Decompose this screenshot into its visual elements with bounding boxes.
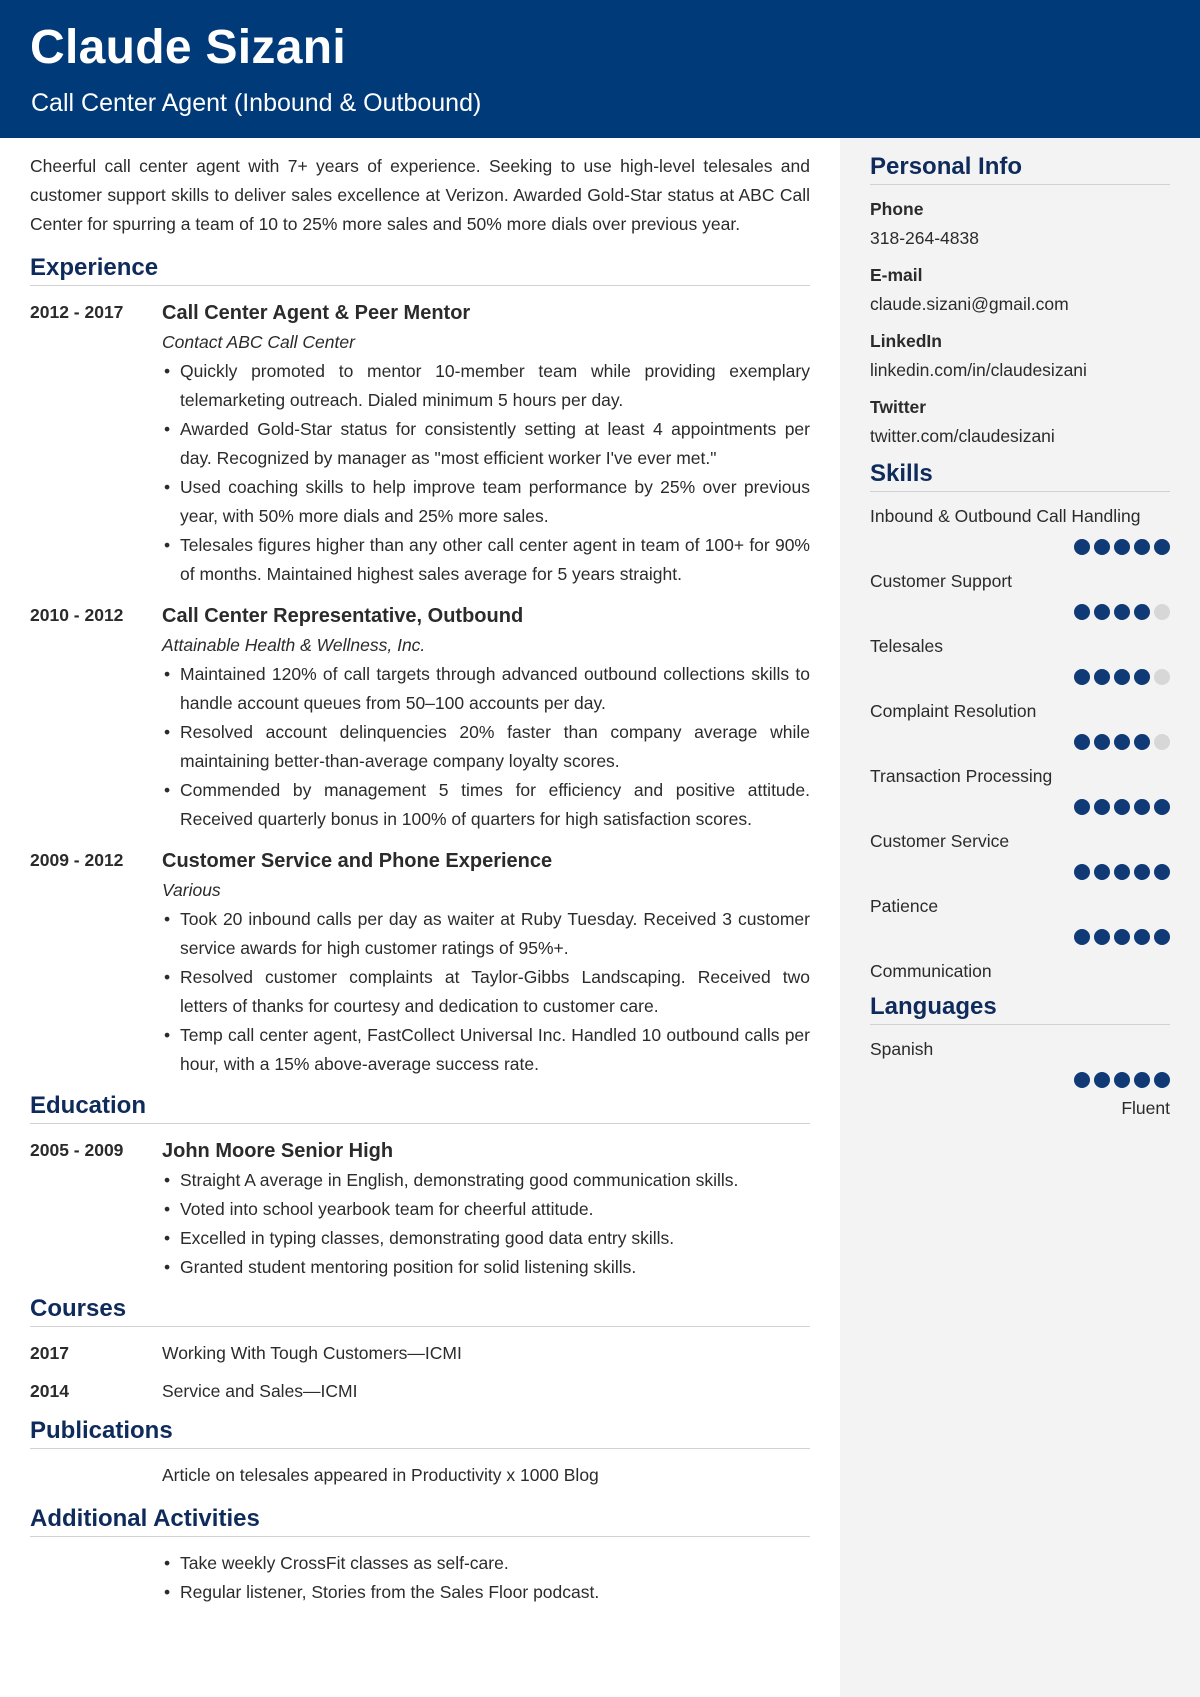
info-label: Twitter [870, 397, 927, 417]
rating-dot-filled [1114, 1072, 1130, 1088]
bullet-item: • Resolved account delinquencies 20% faster than company average while maintaining better-than-average company loyalty scores. [162, 718, 810, 776]
entry-bullets [162, 357, 810, 589]
rating-dot-empty [1154, 734, 1170, 750]
entry-date: 2009 - 2012 [30, 850, 124, 870]
bullet-item: • Commended by management 5 times for efficiency and positive attitude. Received quarterly bonus in 100% of quarters for high satisfaction scores. [162, 776, 810, 834]
rating-dot-filled [1134, 929, 1150, 945]
rating-dot-filled [1134, 799, 1150, 815]
rating-dot-filled [1094, 799, 1110, 815]
bullet-item: • Excelled in typing classes, demonstrating good data entry skills. [162, 1224, 810, 1253]
entry-title: Customer Service and Phone Experience [162, 850, 553, 872]
personal-info-heading: Personal Info [870, 152, 1170, 185]
rating-dot-filled [1114, 929, 1130, 945]
bullet-item: • Resolved customer complaints at Taylor-Gibbs Landscaping. Received two letters of thanks for courtesy and dedication to customer care. [162, 963, 810, 1021]
twitter-value: twitter.com/claudesizani [870, 426, 1055, 446]
education-entry [30, 1136, 810, 1282]
skill-item [870, 632, 1170, 691]
rating-dot-filled [1094, 669, 1110, 685]
bullet-item: • Straight A average in English, demonstrating good communication skills. [162, 1166, 810, 1195]
rating-dot-filled [1154, 929, 1170, 945]
skill-rating [870, 791, 1170, 821]
language-rating [870, 1064, 1170, 1094]
rating-dot-filled [1114, 669, 1130, 685]
activities-heading: Additional Activities [30, 1504, 810, 1537]
skill-item [870, 697, 1170, 756]
rating-dot-filled [1154, 864, 1170, 880]
rating-dot-filled [1114, 864, 1130, 880]
skills-heading: Skills [870, 459, 1170, 492]
entry-bullets [162, 660, 810, 834]
skill-item [870, 567, 1170, 626]
entry-bullets [162, 1166, 810, 1282]
entry-company: Contact ABC Call Center [162, 332, 355, 352]
bullet-item: • Take weekly CrossFit classes as self-care. [162, 1549, 810, 1578]
rating-dot-filled [1134, 734, 1150, 750]
rating-dot-filled [1134, 604, 1150, 620]
entry-company: Attainable Health & Wellness, Inc. [162, 635, 426, 655]
rating-dot-filled [1114, 539, 1130, 555]
courses-heading: Courses [30, 1294, 810, 1327]
experience-entry [30, 601, 810, 834]
rating-dot-filled [1134, 539, 1150, 555]
bullet-item: • Voted into school yearbook team for cheerful attitude. [162, 1195, 810, 1224]
candidate-title: Call Center Agent (Inbound & Outbound) [31, 89, 482, 117]
info-label: E-mail [870, 265, 923, 285]
skill-name: Patience [870, 896, 939, 916]
skill-item [870, 762, 1170, 821]
personal-info-list [870, 195, 1170, 451]
rating-dot-filled [1154, 1072, 1170, 1088]
language-level: Fluent [1121, 1098, 1170, 1118]
rating-dot-filled [1074, 799, 1090, 815]
linkedin-value: linkedin.com/in/claudesizani [870, 360, 1087, 380]
skill-item [870, 827, 1170, 886]
publications-heading: Publications [30, 1416, 810, 1449]
rating-dot-filled [1074, 929, 1090, 945]
entry-date: 2012 - 2017 [30, 302, 124, 322]
info-label: Phone [870, 199, 924, 219]
skill-name: Customer Support [870, 571, 1013, 591]
rating-dot-filled [1094, 864, 1110, 880]
skill-rating [870, 726, 1170, 756]
rating-dot-filled [1074, 1072, 1090, 1088]
course-date: 2014 [30, 1381, 69, 1401]
rating-dot-filled [1134, 669, 1150, 685]
entry-title: Call Center Representative, Outbound [162, 605, 524, 627]
rating-dot-filled [1094, 539, 1110, 555]
entry-bullets [162, 905, 810, 1079]
rating-dot-filled [1074, 669, 1090, 685]
activities-list [30, 1549, 810, 1607]
rating-dot-filled [1094, 734, 1110, 750]
skill-rating [870, 856, 1170, 886]
language-item [870, 1035, 1170, 1123]
experience-entry [30, 298, 810, 589]
rating-dot-filled [1094, 604, 1110, 620]
skill-name: Customer Service [870, 831, 1010, 851]
entry-company: Various [162, 880, 221, 900]
entry-title: Call Center Agent & Peer Mentor [162, 302, 471, 324]
experience-entry [30, 846, 810, 1079]
skill-rating [870, 921, 1170, 951]
education-section [30, 1091, 810, 1282]
bullet-item: • Used coaching skills to help improve team performance by 25% over previous year, with 50% more dials and 25% more sales. [162, 473, 810, 531]
side-column [870, 152, 1170, 1123]
activities-section [30, 1504, 810, 1607]
skill-name: Transaction Processing [870, 766, 1053, 786]
education-heading: Education [30, 1091, 810, 1124]
bullet-item: • Granted student mentoring position for solid listening skills. [162, 1253, 810, 1282]
experience-section [30, 253, 810, 1079]
rating-dot-filled [1154, 799, 1170, 815]
bullet-item: • Telesales figures higher than any other call center agent in team of 100+ for 90% of months. Maintained highest sales average for 5 years straight. [162, 531, 810, 589]
rating-dot-filled [1074, 604, 1090, 620]
skill-name: Communication [870, 961, 992, 981]
bullet-item: • Maintained 120% of call targets through advanced outbound collections skills to handle account queues from 50–100 accounts per day. [162, 660, 810, 718]
bullet-item: • Awarded Gold-Star status for consistently setting at least 4 appointments per day. Recognized by manager as "most efficient worker I've ever met." [162, 415, 810, 473]
experience-heading: Experience [30, 253, 810, 286]
rating-dot-empty [1154, 669, 1170, 685]
skill-rating [870, 531, 1170, 561]
summary: Cheerful call center agent with 7+ years of experience. Seeking to use high-level telesales and customer support skills to deliver sales excellence at Verizon. Awarded Gold-Star status at ABC Call Center for spurring a team of 10 to 25% more sales and 50% more dials over previous year. [30, 156, 810, 234]
rating-dot-filled [1074, 539, 1090, 555]
rating-dot-filled [1114, 604, 1130, 620]
rating-dot-filled [1094, 1072, 1110, 1088]
rating-dot-filled [1074, 864, 1090, 880]
skill-item [870, 957, 1170, 986]
language-name: Spanish [870, 1039, 934, 1059]
course-name: Service and Sales—ICMI [162, 1381, 358, 1401]
bullet-item: • Quickly promoted to mentor 10-member team while providing exemplary telemarketing outreach. Dialed minimum 5 hours per day. [162, 357, 810, 415]
publications-section [30, 1416, 810, 1490]
bullet-item: • Took 20 inbound calls per day as waiter at Ruby Tuesday. Received 3 customer service awards for high customer ratings of 95%+. [162, 905, 810, 963]
email-value: claude.sizani@gmail.com [870, 294, 1069, 314]
rating-dot-filled [1134, 1072, 1150, 1088]
skill-rating [870, 596, 1170, 626]
skill-item [870, 502, 1170, 561]
skills-list [870, 502, 1170, 986]
candidate-name: Claude Sizani [30, 21, 346, 74]
rating-dot-filled [1114, 799, 1130, 815]
entry-title: John Moore Senior High [162, 1140, 394, 1162]
rating-dot-filled [1074, 734, 1090, 750]
entry-date: 2010 - 2012 [30, 605, 124, 625]
resume-header [0, 0, 1200, 138]
skill-item [870, 892, 1170, 951]
skill-name: Telesales [870, 636, 943, 656]
publication-item: Article on telesales appeared in Productivity x 1000 Blog [162, 1465, 599, 1485]
rating-dot-filled [1134, 864, 1150, 880]
rating-dot-filled [1154, 539, 1170, 555]
course-item [30, 1339, 810, 1368]
rating-dot-filled [1114, 734, 1130, 750]
rating-dot-filled [1094, 929, 1110, 945]
phone-value: 318-264-4838 [870, 228, 979, 248]
skill-name: Inbound & Outbound Call Handling [870, 506, 1141, 526]
courses-section [30, 1294, 810, 1406]
info-label: LinkedIn [870, 331, 942, 351]
skill-name: Complaint Resolution [870, 701, 1037, 721]
bullet-item: • Regular listener, Stories from the Sales Floor podcast. [162, 1578, 810, 1607]
course-name: Working With Tough Customers—ICMI [162, 1343, 462, 1363]
course-item [30, 1377, 810, 1406]
skill-rating [870, 661, 1170, 691]
rating-dot-empty [1154, 604, 1170, 620]
main-column [30, 152, 810, 1617]
languages-heading: Languages [870, 992, 1170, 1025]
entry-date: 2005 - 2009 [30, 1140, 124, 1160]
bullet-item: • Temp call center agent, FastCollect Universal Inc. Handled 10 outbound calls per hour, with a 15% above-average success rate. [162, 1021, 810, 1079]
course-date: 2017 [30, 1343, 69, 1363]
